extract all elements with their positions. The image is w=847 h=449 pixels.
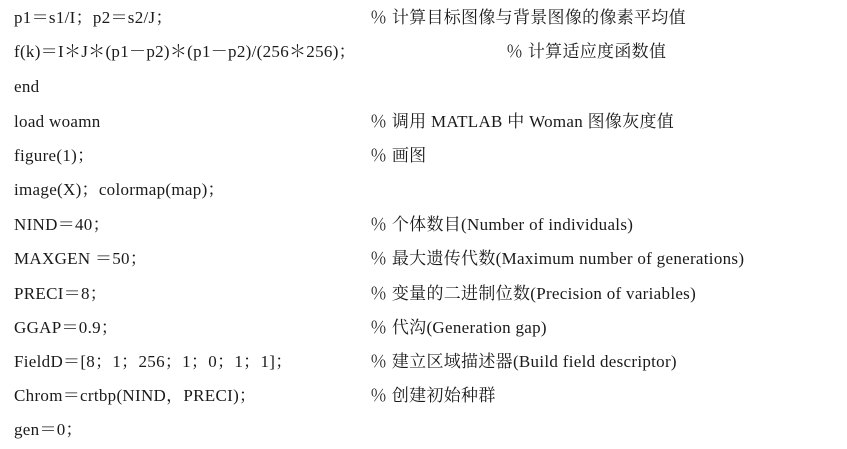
code-comment: ％ 调用 MATLAB 中 Woman 图像灰度值: [370, 112, 675, 131]
code-comment: ％ 计算目标图像与背景图像的像素平均值: [370, 8, 686, 27]
code-text: FieldD＝[8；1；256；1；0；1；1]；: [14, 352, 293, 371]
code-line: [14, 213, 634, 237]
code-text: PRECI＝8；: [14, 284, 108, 303]
code-comment: ％ 最大遗传代数(Maximum number of generations): [370, 249, 745, 268]
code-line: [14, 282, 697, 306]
code-comment: ％ 计算适应度函数值: [506, 42, 667, 61]
code-line: [14, 6, 686, 30]
code-comment: ％ 个体数目(Number of individuals): [370, 215, 634, 234]
code-text: Chrom＝crtbp(NIND，PRECI)；: [14, 386, 257, 405]
code-line: [14, 40, 667, 64]
code-text: f(k)＝I＊J＊(p1－p2)＊(p1－p2)/(256＊256)；: [14, 42, 356, 61]
code-text: gen＝0；: [14, 420, 83, 439]
code-text: MAXGEN ＝50；: [14, 249, 148, 268]
code-line: [14, 144, 427, 168]
code-text: NIND＝40；: [14, 215, 110, 234]
code-text: load woamn: [14, 112, 101, 131]
code-comment: ％ 画图: [370, 146, 427, 165]
code-comment: ％ 变量的二进制位数(Precision of variables): [370, 284, 697, 303]
code-line: [14, 316, 547, 340]
code-comment: ％ 创建初始种群: [370, 386, 496, 405]
code-line: [14, 75, 39, 99]
code-comment: ％ 建立区域描述器(Build field descriptor): [370, 352, 677, 371]
code-line: [14, 350, 677, 374]
code-line: [14, 418, 83, 442]
code-text: figure(1)；: [14, 146, 95, 165]
code-line: [14, 178, 225, 202]
code-text: end: [14, 77, 40, 96]
code-line: [14, 110, 675, 134]
code-text: p1＝s1/I；p2＝s2/J；: [14, 8, 173, 27]
code-comment: ％ 代沟(Generation gap): [370, 318, 547, 337]
code-line: [14, 247, 745, 271]
code-line: [14, 384, 496, 408]
code-text: image(X)；colormap(map)；: [14, 180, 225, 199]
code-text: GGAP＝0.9；: [14, 318, 119, 337]
